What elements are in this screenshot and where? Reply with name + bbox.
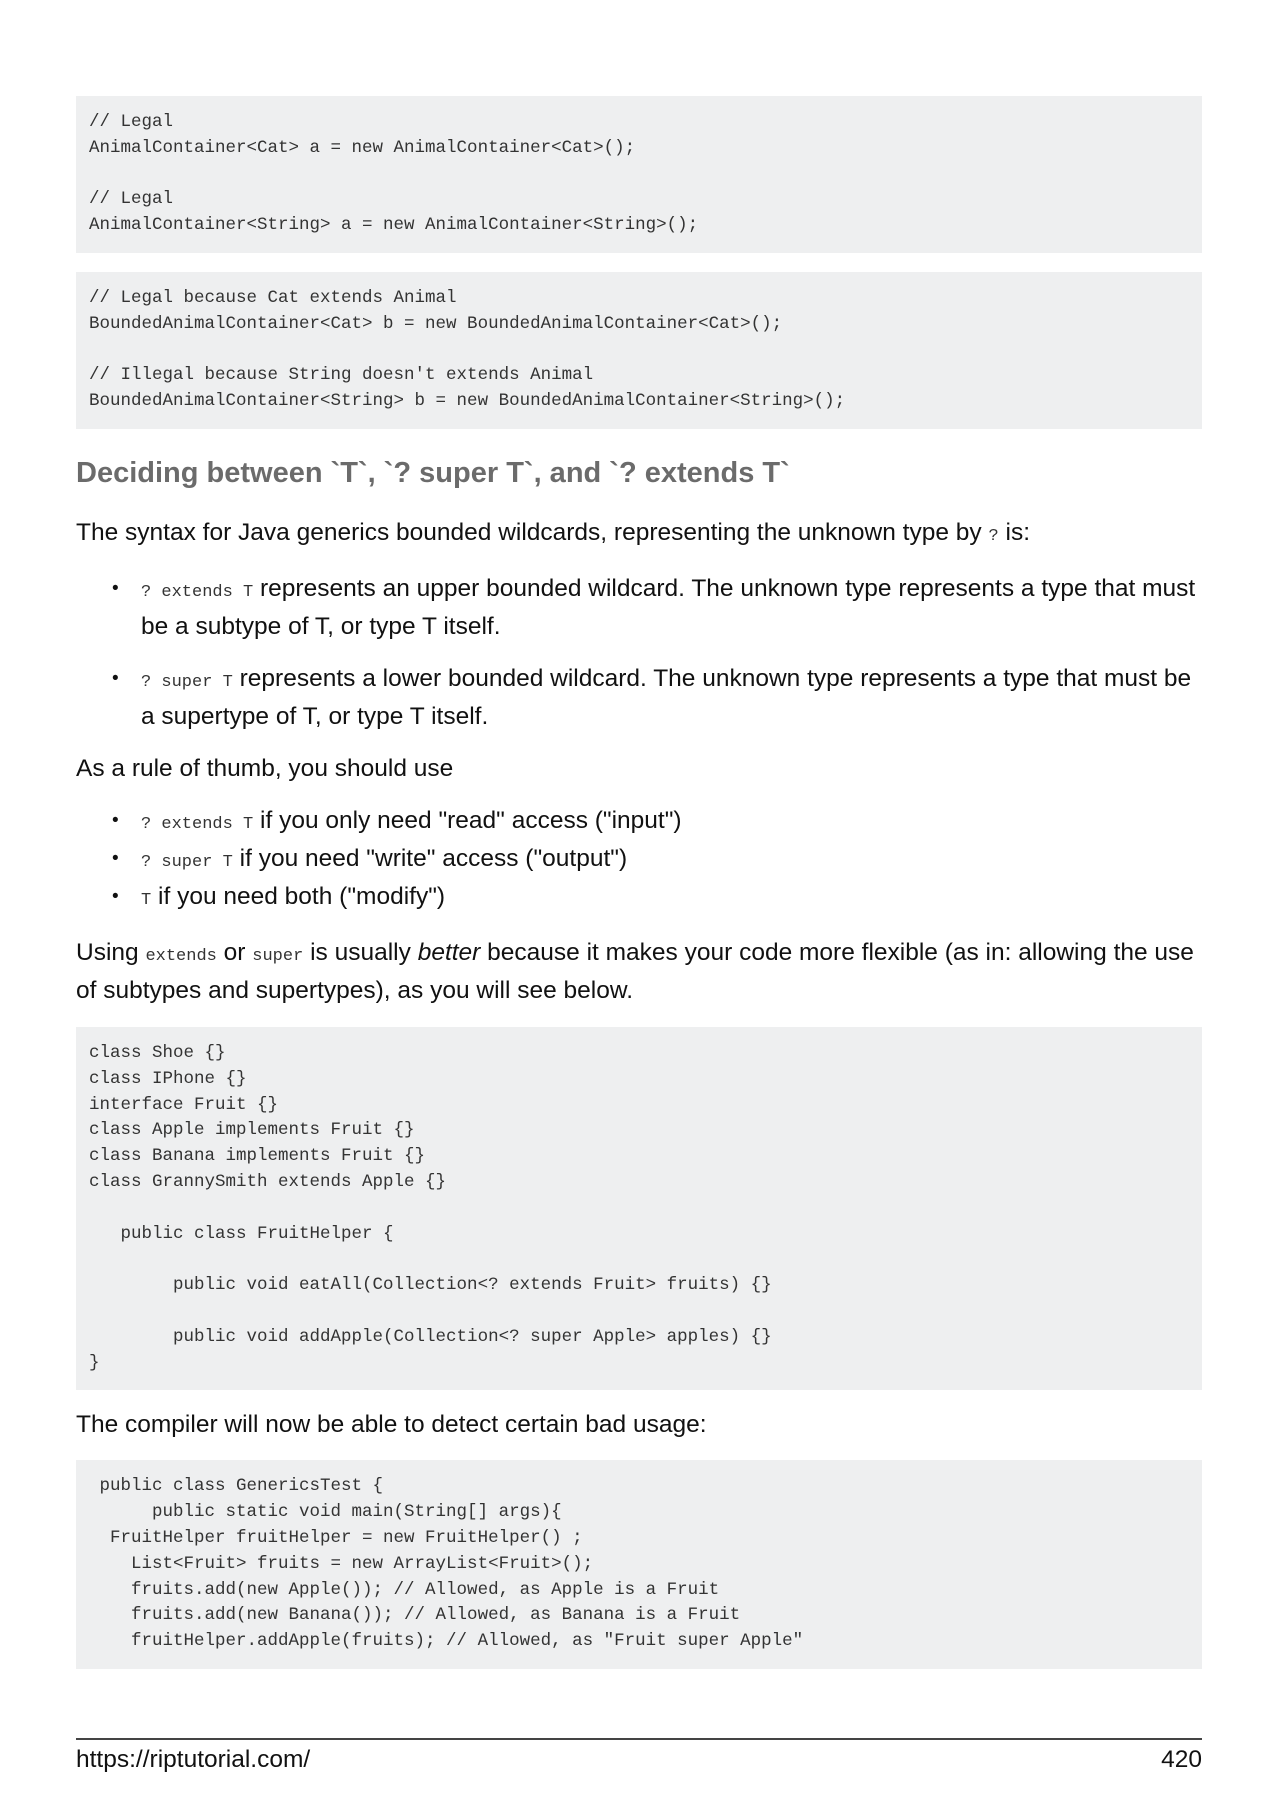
intro-paragraph xyxy=(76,516,1202,554)
flex-mid: or xyxy=(216,938,253,966)
footer-url[interactable]: https://riptutorial.com/ xyxy=(76,1746,311,1773)
intro-text: The syntax for Java generics bounded wildcards, representing the unknown type by xyxy=(76,518,989,546)
emphasis-better: better xyxy=(417,938,481,966)
flexibility-paragraph xyxy=(76,936,1202,1008)
intro-code: ? xyxy=(988,526,999,546)
section-heading: Deciding between `T`, `? super T`, and `? extends T` xyxy=(76,456,790,489)
compiler-paragraph: The compiler will now be able to detect certain bad usage: xyxy=(76,1411,707,1439)
rule-of-thumb-paragraph: As a rule of thumb, you should use xyxy=(76,754,454,782)
list-item-code: ? super T xyxy=(141,672,233,692)
super-code: super xyxy=(252,946,304,966)
page-content xyxy=(76,96,1202,1669)
list-item xyxy=(76,842,1202,880)
list-item-code: T xyxy=(141,890,152,910)
code-block-generics-test: public class GenericsTest { public static void main(String[] args){ FruitHelper fruitHelper = new FruitHelper() ; List<Fruit> fruits = new ArrayList<Fruit>(); fruits.add(new Apple()); // Allowed, as Apple is a Fruit fruits.add(new Banana()); // Allowed, as Banana is a Fruit fruitHelper.addApple(fruits); // Allowed, as "Fruit super Apple" xyxy=(76,1460,1202,1669)
page-number: 420 xyxy=(1161,1746,1202,1773)
list-item-code: ? extends T xyxy=(141,814,254,834)
flex-prefix: Using xyxy=(76,938,146,966)
list-item-text: if you need both ("modify") xyxy=(151,882,446,910)
code-block-fruit-helper: class Shoe {} class IPhone {} interface Fruit {} class Apple implements Fruit {} class Banana implements Fruit {} class GrannySmith extends Apple {} public class FruitHelper { public void eatAll(Collection<? extends Fruit> fruits) {} public void addApple(Collection<? super Apple> apples) {} } xyxy=(76,1027,1202,1390)
wildcard-list xyxy=(76,572,1202,734)
list-item xyxy=(76,662,1202,734)
extends-code: extends xyxy=(145,946,217,966)
list-item-text: if you need "write" access ("output") xyxy=(232,844,628,872)
list-item-text: if you only need "read" access ("input") xyxy=(253,806,682,834)
usage-list xyxy=(76,804,1202,918)
list-item-text: represents a lower bounded wildcard. The unknown type represents a type that must be a supertype of T, or type T itself. xyxy=(141,664,1192,730)
flex-mid2: is usually xyxy=(303,938,418,966)
list-item-code: ? super T xyxy=(141,852,233,872)
intro-suffix: is: xyxy=(998,518,1030,546)
list-item xyxy=(76,880,1202,918)
list-item-code: ? extends T xyxy=(141,582,254,602)
code-block-legal-containers: // Legal AnimalContainer<Cat> a = new AnimalContainer<Cat>(); // Legal AnimalContainer<String> a = new AnimalContainer<String>(); xyxy=(76,96,1202,253)
list-item xyxy=(76,804,1202,842)
footer-divider xyxy=(76,1738,1202,1740)
flex-suffix: because it makes your code more flexible (as in: allowing the use of subtypes and supertypes), as you will see below. xyxy=(76,938,1194,1004)
list-item xyxy=(76,572,1202,644)
code-block-bounded-containers: // Legal because Cat extends Animal BoundedAnimalContainer<Cat> b = new BoundedAnimalContainer<Cat>(); // Illegal because String doesn't extends Animal BoundedAnimalContainer<String> b = new BoundedAnimalContainer<String>(); xyxy=(76,272,1202,429)
list-item-text: represents an upper bounded wildcard. The unknown type represents a type that must be a subtype of T, or type T itself. xyxy=(141,574,1196,640)
